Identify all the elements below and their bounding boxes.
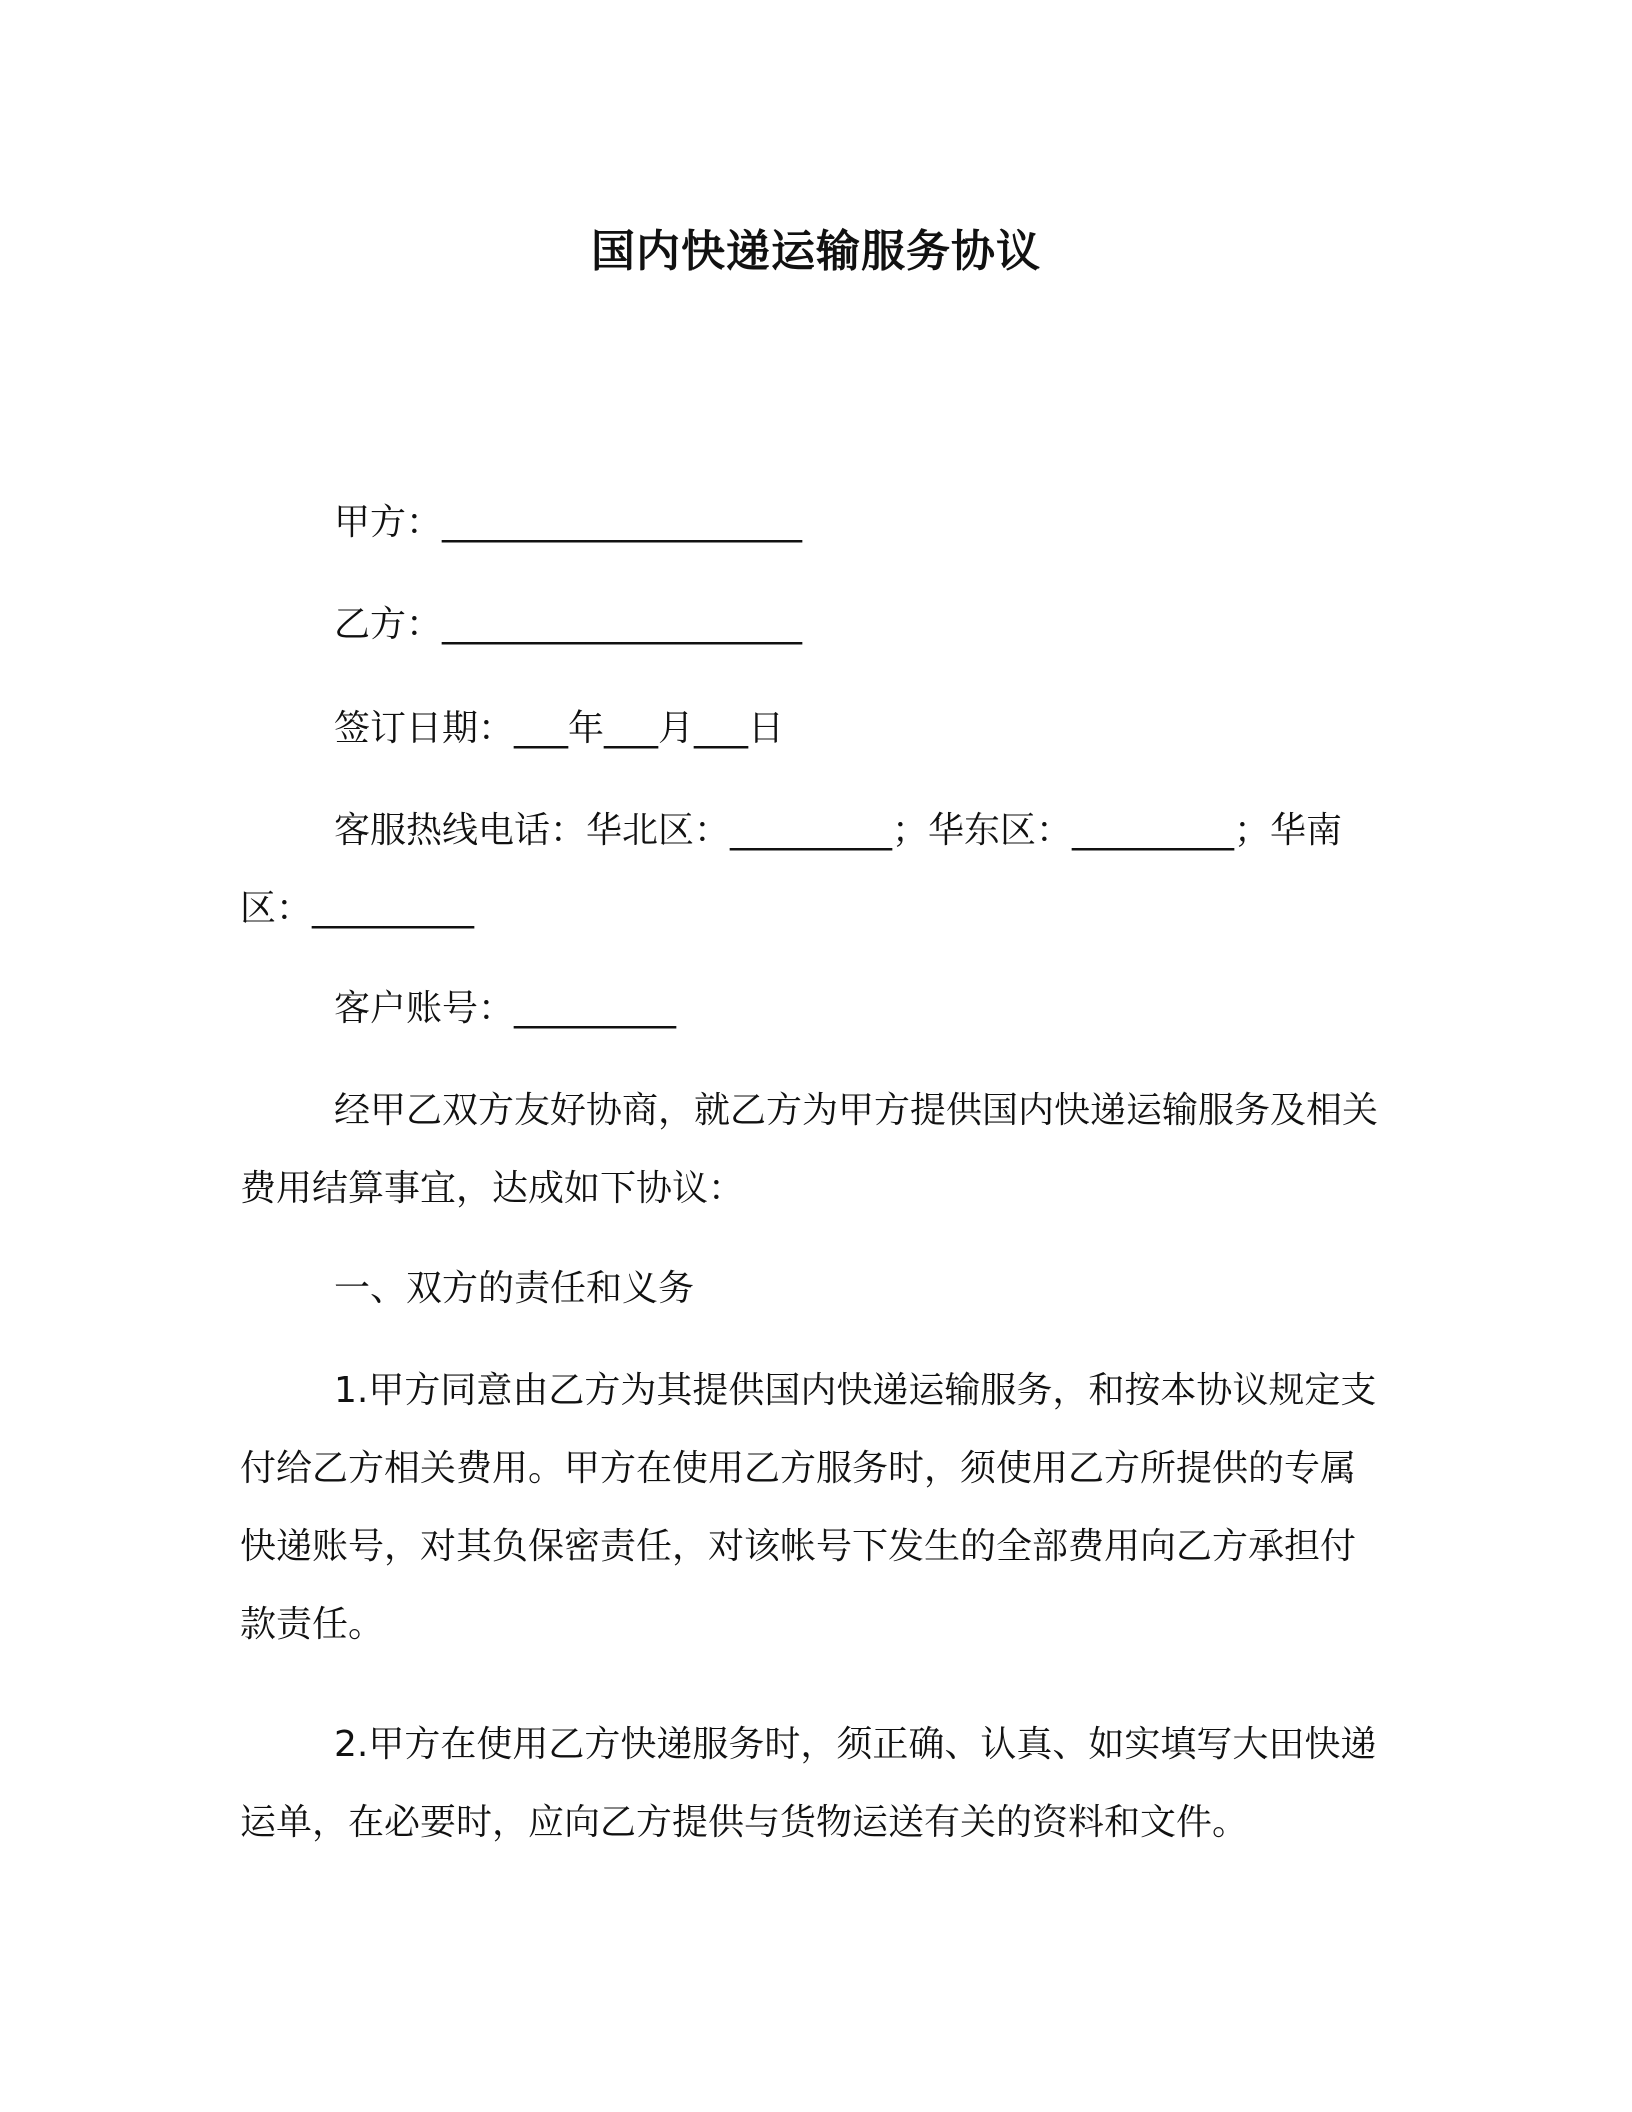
hotline-paragraph: 客服热线电话：华北区：_________；华东区：_________；华南区：_________ — [240, 810, 1343, 929]
section-heading: 一、双方的责任和义务 — [334, 1268, 695, 1309]
sign-date-line: 签订日期：___年___月___日 — [334, 708, 785, 749]
party-b-line: 乙方：____________________ — [334, 604, 803, 645]
preamble-paragraph: 经甲乙双方友好协商，就乙方为甲方提供国内快递运输服务及相关费用结算事宜，达成如下协议： — [240, 1090, 1379, 1209]
document-title: 国内快递运输服务协议 — [591, 226, 1041, 277]
clause-2-paragraph: 2.甲方在使用乙方快递服务时，须正确、认真、如实填写大田快递运单，在必要时，应向乙方提供与货物运送有关的资料和文件。 — [240, 1724, 1377, 1843]
party-a-line: 甲方：____________________ — [334, 502, 803, 543]
account-line: 客户账号：_________ — [334, 988, 677, 1029]
clause-1-paragraph: 1.甲方同意由乙方为其提供国内快递运输服务，和按本协议规定支付给乙方相关费用。甲方在使用乙方服务时，须使用乙方所提供的专属快递账号，对其负保密责任，对该帐号下发生的全部费用向乙方承担付款责任。 — [240, 1370, 1377, 1645]
